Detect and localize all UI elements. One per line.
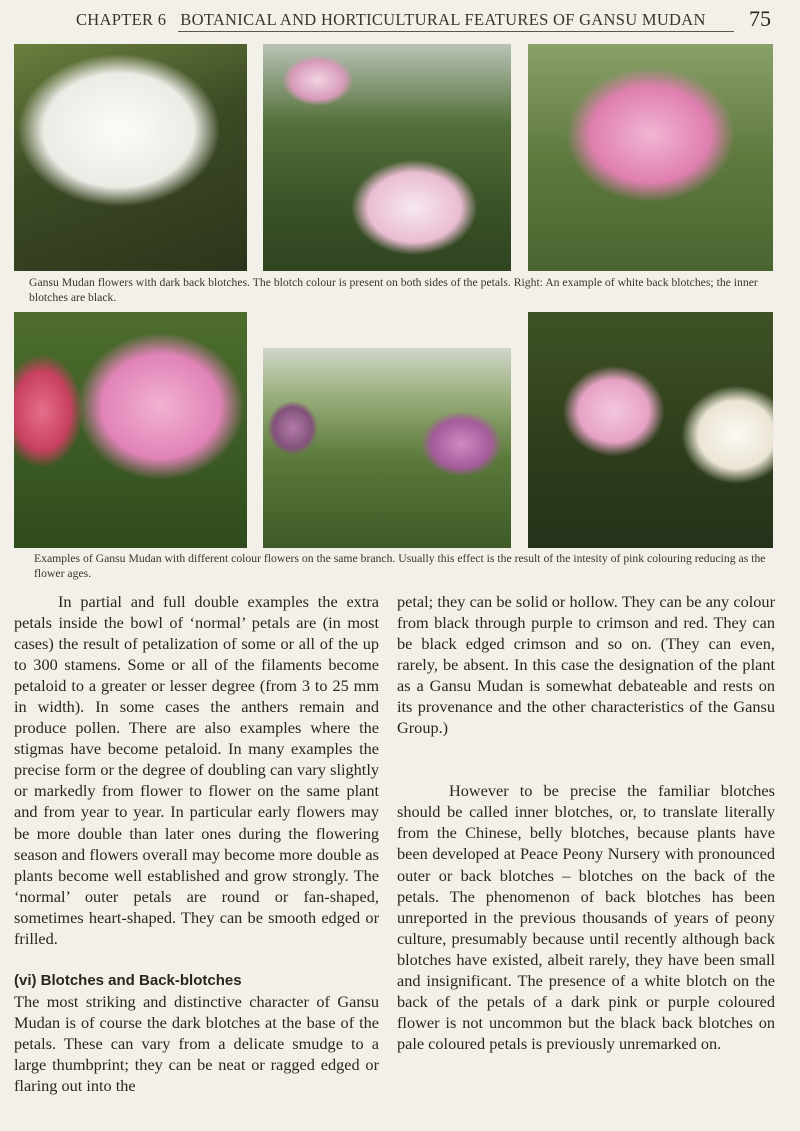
paragraph-spacer xyxy=(397,738,775,759)
right-text-column xyxy=(397,591,775,1054)
body-paragraph: In partial and full double examples the extra petals inside the bowl of ‘normal’ petals are (in most cases) the result of petalization of some or all of the up to 300 stamens. Some or all of the filaments become petaloid to a greater or lesser degree (from 3 to 25 mm in width). In some cases the anthers remain and produce pollen. There are also examples where the stigmas have become petaloid. In many examples the precise form or the degree of doubling can vary slightly or markedly from flower to flower on the same plant and from year to year. In particular early flowers may be more double than later ones during the flowering season and flowers overall may become more double as plants become well established and grow strongly. The ‘normal’ outer petals are round or fan-shaped, sometimes heart-shaped. They can be smooth edged or frilled. xyxy=(14,592,379,948)
body-paragraph: However to be precise the familiar blotches should be called inner blotches, or, to translate literally from the Chinese, belly blotches, because plants have been developed at Peace Peony Nursery with pronounced outer or back blotches – blotches on the back of the petals. The phenomenon of back blotches has been unreported in the previous thousands of years of peony culture, presumably because until recently although back blotches have existed, albeit rarely, they have been small and insignificant. The presence of a white blotch on the back of the petals of a dark pink or purple coloured flower is not uncommon but the black back blotches on pale coloured petals is previously unremarked on. xyxy=(397,781,775,1053)
photo-pink-peony-white-back-blotch xyxy=(528,44,773,271)
photo-pale-pink-peony-shrub xyxy=(263,44,511,271)
chapter-title: BOTANICAL AND HORTICULTURAL FEATURES OF GANSU MUDAN xyxy=(180,10,706,29)
photo-pink-and-white-peonies xyxy=(528,312,773,548)
figure-caption-bottom: Examples of Gansu Mudan with different colour flowers on the same branch. Usually this effect is the result of the intesity of pink colouring reducing as the flower ages. xyxy=(34,552,766,580)
photo-purple-peony-buds xyxy=(263,348,511,548)
section-subheading: (vi) Blotches and Back-blotches xyxy=(14,971,242,989)
header-rule xyxy=(178,31,734,32)
body-paragraph: petal; they can be solid or hollow. They can be any colour from black through purple to crimson and red. They can be black edged crimson and so on. (They can even, rarely, be absent. In this case the designation of the plant as a Gansu Mudan is somewhat debateable and rests on its provenance and the other characteristics of the Gansu Group.) xyxy=(397,592,775,738)
body-paragraph: The most striking and distinctive character of Gansu Mudan is of course the dark blotches at the base of the petals. These can vary from a delicate smudge to a large thumbprint; they can be neat or ragged edged or flaring out into the xyxy=(14,991,379,1096)
page-number: 75 xyxy=(749,6,771,31)
chapter-label: CHAPTER 6 xyxy=(76,10,167,29)
left-text-column xyxy=(14,591,379,1096)
paragraph-spacer xyxy=(14,949,379,970)
running-header xyxy=(0,0,800,40)
photo-pink-double-peonies xyxy=(14,312,247,548)
figure-caption-top: Gansu Mudan flowers with dark back blotches. The blotch colour is present on both sides of the petals. Right: An example of white back blotches; the inner blotches are black. xyxy=(29,276,758,304)
running-title xyxy=(76,10,706,30)
paragraph-spacer xyxy=(397,759,775,780)
photo-white-peony-dark-back-blotch xyxy=(14,44,247,271)
